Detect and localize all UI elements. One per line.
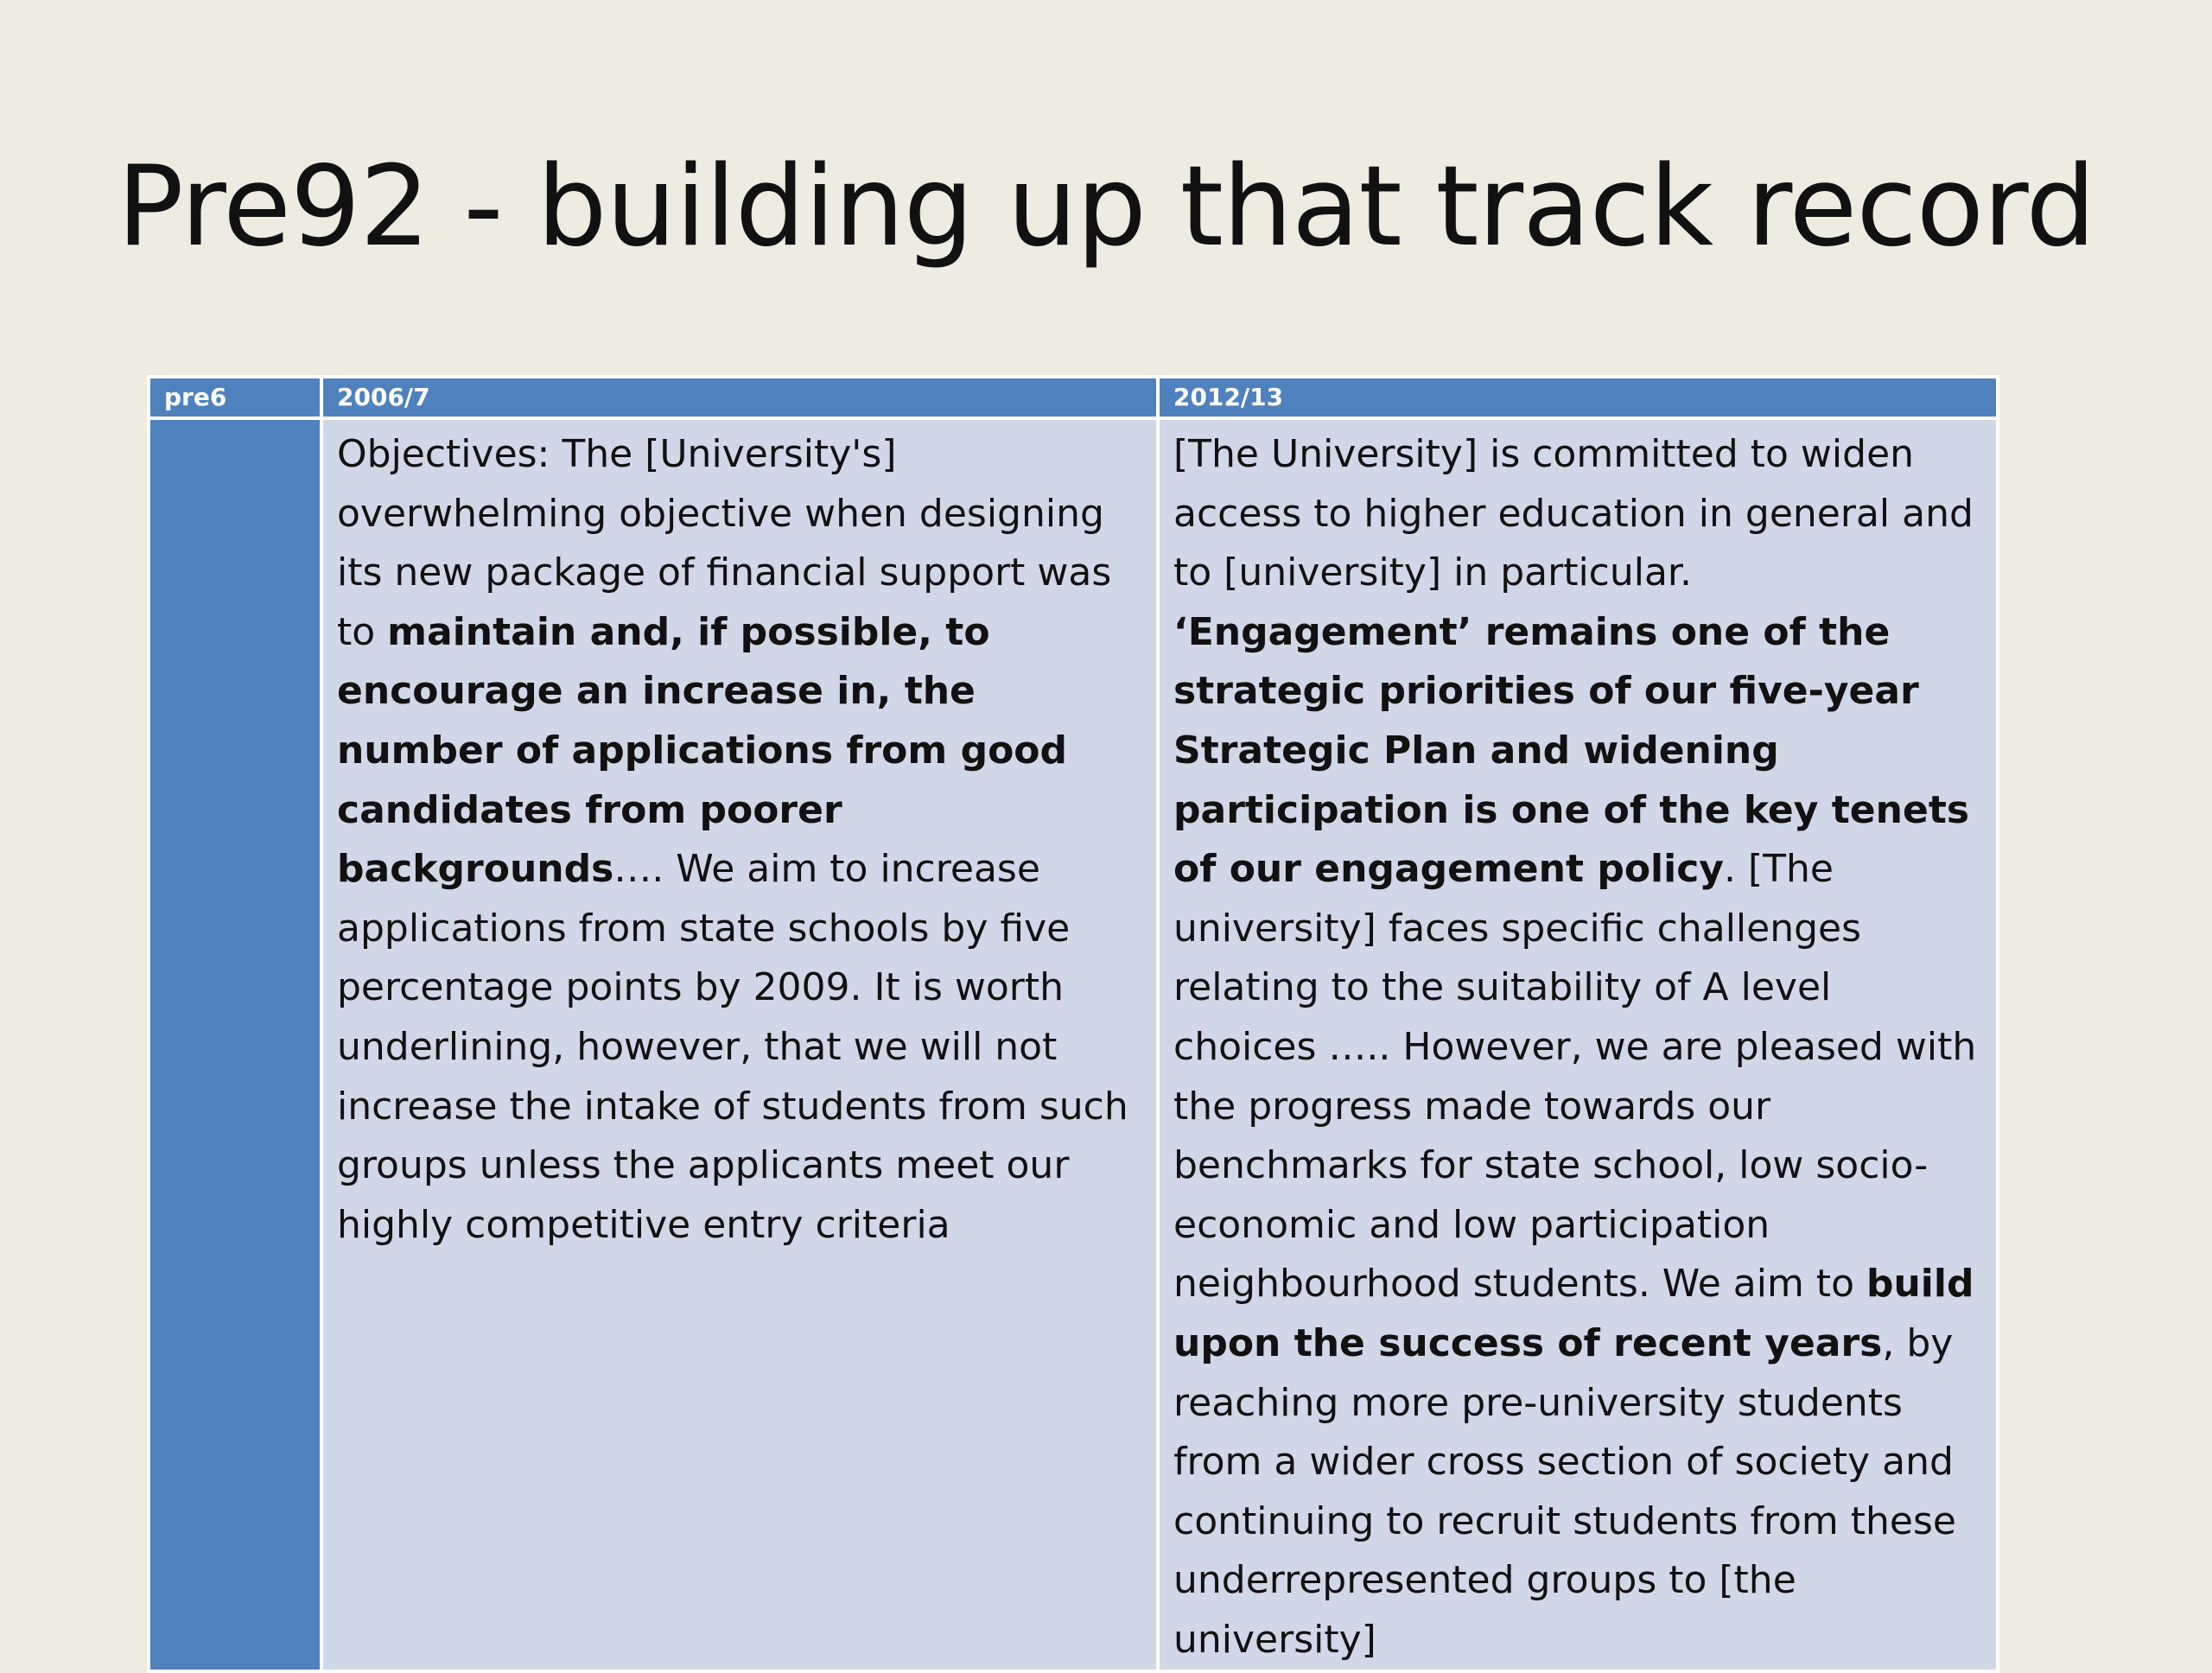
row-label-cell: [149, 418, 321, 1671]
slide-title: Pre92 - building up that track record: [117, 143, 2095, 271]
text-run: [The University] is committed to widen access to higher education in general and to [university] in particular.: [1173, 432, 1974, 595]
cell-2006-7-text: [321, 418, 1158, 1671]
header-pre6: pre6: [149, 377, 321, 418]
table-header-row: [149, 377, 1998, 418]
text-run: …. We aim to increase applications from state schools by five percentage points by 2009. It is worth underlining, however, that we will not increase the intake of students from such groups unless the applicants meet our highly competitive entry criteria: [337, 847, 1128, 1247]
header-2012-13: 2012/13: [1158, 377, 1998, 418]
text-run-bold: ‘Engagement’ remains one of the strategic priorities of our five-year Strategic Plan and widening participation is one of the key tenets of our engagement policy: [1173, 609, 1970, 892]
comparison-table: [147, 375, 1999, 1673]
text-run: Objectives: The [University's] overwhelming objective when designing its new package of financial support was to: [337, 432, 1112, 654]
text-run: . [The university] faces specific challenges relating to the suitability of A level choices ….. However, we are pleased with the progress made towards our benchmarks for state school, low socio-economic and low participation neighbourhood students. We aim to: [1173, 847, 1977, 1307]
text-run: , by reaching more pre-university students from a wider cross section of society and continuing to recruit students from these underrepresented groups to [the university]: [1173, 1320, 1956, 1662]
table-row: [149, 418, 1998, 1671]
header-2006-7: 2006/7: [321, 377, 1158, 418]
text-run-bold: maintain and, if possible, to encourage an increase in, the number of applications from good candidates from poorer backgrounds: [337, 609, 1068, 892]
text-run-bold: build upon the success of recent years: [1173, 1262, 1974, 1365]
cell-2012-13-text: [1158, 418, 1998, 1671]
